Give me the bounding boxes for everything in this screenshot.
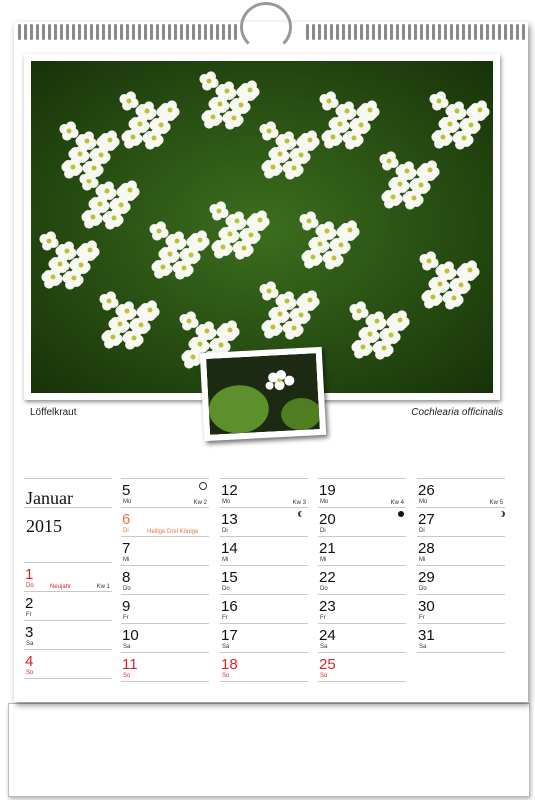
last-quarter-icon bbox=[300, 511, 306, 517]
day-column bbox=[220, 478, 308, 682]
binding-coil bbox=[486, 24, 489, 40]
day-cell bbox=[417, 478, 505, 507]
binding-coil bbox=[198, 24, 201, 40]
binding-coil bbox=[162, 24, 165, 40]
day-number: 23 bbox=[319, 598, 336, 615]
weekday-abbr: Sa bbox=[123, 644, 131, 650]
day-number: 7 bbox=[122, 540, 131, 557]
weekday-abbr: Fr bbox=[320, 615, 326, 621]
day-cell bbox=[220, 652, 308, 681]
weekday-abbr: Mi bbox=[419, 557, 426, 563]
binding-coil bbox=[402, 24, 405, 40]
binding-coil bbox=[450, 24, 453, 40]
weekday-abbr: Do bbox=[26, 583, 34, 589]
weekday-abbr: Fr bbox=[26, 612, 32, 618]
day-cell bbox=[318, 507, 406, 536]
binding-coil bbox=[474, 24, 477, 40]
binding-coil bbox=[456, 24, 459, 40]
binding-coil bbox=[216, 24, 219, 40]
weekday-abbr: Fr bbox=[222, 615, 228, 621]
day-cell bbox=[318, 478, 406, 507]
calendar-week: Kw 3 bbox=[292, 500, 306, 506]
day-cell bbox=[417, 507, 505, 536]
weekday-abbr: Di bbox=[320, 528, 326, 534]
day-column bbox=[318, 478, 406, 682]
binding-coil bbox=[48, 24, 51, 40]
binding-coil bbox=[66, 24, 69, 40]
binding-coil bbox=[90, 24, 93, 40]
day-cell bbox=[220, 565, 308, 594]
day-cell bbox=[121, 565, 209, 594]
calendar-week: Kw 1 bbox=[96, 584, 110, 590]
holiday-label: Heilige Drei Könige bbox=[147, 529, 199, 535]
day-number: 14 bbox=[221, 540, 238, 557]
binding-coil bbox=[522, 24, 525, 40]
weekday-abbr: Mi bbox=[222, 557, 229, 563]
grid-line bbox=[121, 681, 209, 682]
day-number: 21 bbox=[319, 540, 336, 557]
binding-coil bbox=[336, 24, 339, 40]
day-number: 9 bbox=[122, 598, 131, 615]
binding-coil bbox=[390, 24, 393, 40]
day-number: 4 bbox=[25, 653, 34, 670]
grid-line bbox=[24, 678, 112, 679]
binding-coil bbox=[42, 24, 45, 40]
binding-coil bbox=[492, 24, 495, 40]
year: 2015 bbox=[26, 516, 62, 536]
day-number: 19 bbox=[319, 482, 336, 499]
day-cell bbox=[121, 623, 209, 652]
first-quarter-icon bbox=[497, 511, 503, 517]
day-number: 31 bbox=[418, 627, 435, 644]
day-cell bbox=[24, 649, 112, 678]
day-cell bbox=[220, 623, 308, 652]
day-column bbox=[121, 478, 209, 682]
weekday-abbr: Sa bbox=[222, 644, 230, 650]
binding-coil bbox=[78, 24, 81, 40]
binding-coil bbox=[366, 24, 369, 40]
binding-coil bbox=[174, 24, 177, 40]
day-cell bbox=[121, 507, 209, 536]
weekday-abbr: So bbox=[123, 673, 131, 679]
flower-photo bbox=[31, 61, 493, 393]
weekday-abbr: Mo bbox=[123, 499, 132, 505]
day-cell bbox=[318, 565, 406, 594]
binding-coil bbox=[324, 24, 327, 40]
weekday-abbr: Do bbox=[222, 586, 230, 592]
calendar-week: Kw 5 bbox=[489, 500, 503, 506]
weekday-abbr: So bbox=[26, 670, 34, 676]
weekday-abbr: Di bbox=[419, 528, 425, 534]
holiday-label: Neujahr bbox=[50, 584, 72, 590]
binding-coil bbox=[306, 24, 309, 40]
binding-coil bbox=[432, 24, 435, 40]
binding-coil bbox=[444, 24, 447, 40]
binding-coil bbox=[468, 24, 471, 40]
grid-line bbox=[318, 681, 406, 682]
binding-coil bbox=[342, 24, 345, 40]
day-number: 28 bbox=[418, 540, 435, 557]
binding-coil bbox=[108, 24, 111, 40]
binding-coil bbox=[156, 24, 159, 40]
weekday-abbr: Fr bbox=[419, 615, 425, 621]
binding-coil bbox=[18, 24, 21, 40]
weekday-abbr: Sa bbox=[26, 641, 34, 647]
binding-coil bbox=[360, 24, 363, 40]
binding-coil bbox=[120, 24, 123, 40]
day-number: 22 bbox=[319, 569, 336, 586]
binding-coil bbox=[510, 24, 513, 40]
day-number: 18 bbox=[221, 656, 238, 673]
binding-coil bbox=[420, 24, 423, 40]
day-cell bbox=[417, 594, 505, 623]
day-cell bbox=[220, 594, 308, 623]
binding-coil bbox=[150, 24, 153, 40]
day-number: 12 bbox=[221, 482, 238, 499]
binding-coil bbox=[54, 24, 57, 40]
day-number: 8 bbox=[122, 569, 131, 586]
day-cell bbox=[318, 623, 406, 652]
binding-coil bbox=[180, 24, 183, 40]
weekday-abbr: Do bbox=[419, 586, 427, 592]
weekday-abbr: Di bbox=[222, 528, 228, 534]
inset-photo bbox=[200, 347, 326, 441]
binding-coil bbox=[426, 24, 429, 40]
binding-coil bbox=[234, 24, 237, 40]
photo-frame bbox=[24, 54, 500, 400]
day-column bbox=[417, 478, 505, 653]
binding-coil bbox=[24, 24, 27, 40]
binding-coil bbox=[114, 24, 117, 40]
weekday-abbr: So bbox=[222, 673, 230, 679]
binding-coil bbox=[222, 24, 225, 40]
day-cell bbox=[417, 565, 505, 594]
binding-coil bbox=[84, 24, 87, 40]
binding-coil bbox=[168, 24, 171, 40]
plant-common-name: Löffelkraut bbox=[30, 407, 77, 418]
day-cell bbox=[121, 594, 209, 623]
binding-coil bbox=[480, 24, 483, 40]
binding-coil bbox=[372, 24, 375, 40]
leaf-image bbox=[206, 353, 320, 435]
day-cell bbox=[417, 536, 505, 565]
binding-coil bbox=[144, 24, 147, 40]
binding-coil bbox=[30, 24, 33, 40]
binding-coil bbox=[408, 24, 411, 40]
weekday-abbr: Do bbox=[123, 586, 131, 592]
plant-latin-name: Cochlearia officinalis bbox=[411, 407, 503, 418]
binding-coil bbox=[138, 24, 141, 40]
new-moon-icon bbox=[398, 511, 404, 517]
binding-coil bbox=[396, 24, 399, 40]
day-cell bbox=[24, 562, 112, 591]
day-cell bbox=[220, 507, 308, 536]
binding-coil bbox=[132, 24, 135, 40]
day-cell bbox=[318, 594, 406, 623]
calendar-week: Kw 4 bbox=[390, 500, 404, 506]
binding-coil bbox=[438, 24, 441, 40]
binding-coil bbox=[186, 24, 189, 40]
day-number: 3 bbox=[25, 624, 34, 641]
weekday-abbr: Di bbox=[123, 528, 129, 534]
day-number: 16 bbox=[221, 598, 238, 615]
binding-coil bbox=[462, 24, 465, 40]
weekday-abbr: Sa bbox=[419, 644, 427, 650]
binding-coil bbox=[192, 24, 195, 40]
binding-coil bbox=[378, 24, 381, 40]
binding-coil bbox=[72, 24, 75, 40]
binding-coil bbox=[204, 24, 207, 40]
weekday-abbr: Mo bbox=[222, 499, 231, 505]
day-number: 27 bbox=[418, 511, 435, 528]
weekday-abbr: Do bbox=[320, 586, 328, 592]
grid-line bbox=[220, 681, 308, 682]
day-number: 29 bbox=[418, 569, 435, 586]
weekday-abbr: Mi bbox=[123, 557, 130, 563]
weekday-abbr: So bbox=[320, 673, 328, 679]
grid-line bbox=[417, 652, 505, 653]
weekday-abbr: Mo bbox=[320, 499, 329, 505]
day-number: 26 bbox=[418, 482, 435, 499]
day-cell bbox=[24, 620, 112, 649]
hanger-hook-icon bbox=[240, 2, 292, 52]
day-number: 10 bbox=[122, 627, 139, 644]
day-number: 17 bbox=[221, 627, 238, 644]
binding-coil bbox=[210, 24, 213, 40]
day-cell bbox=[121, 536, 209, 565]
weekday-abbr: Fr bbox=[123, 615, 129, 621]
binding-coil bbox=[318, 24, 321, 40]
day-number: 30 bbox=[418, 598, 435, 615]
full-moon-icon bbox=[199, 482, 207, 490]
day-number: 1 bbox=[25, 566, 34, 583]
day-number: 5 bbox=[122, 482, 131, 499]
month-header bbox=[24, 478, 112, 536]
day-cell bbox=[220, 478, 308, 507]
binding-coil bbox=[516, 24, 519, 40]
binding-coil bbox=[414, 24, 417, 40]
day-cell bbox=[220, 536, 308, 565]
weekday-abbr: Mo bbox=[419, 499, 428, 505]
binding-coil bbox=[504, 24, 507, 40]
day-number: 15 bbox=[221, 569, 238, 586]
binding-coil bbox=[498, 24, 501, 40]
day-cell bbox=[121, 478, 209, 507]
binding-coil bbox=[126, 24, 129, 40]
day-number: 25 bbox=[319, 656, 336, 673]
binding-coil bbox=[312, 24, 315, 40]
weekday-abbr: Mi bbox=[320, 557, 327, 563]
day-number: 11 bbox=[122, 656, 138, 673]
day-number: 20 bbox=[319, 511, 336, 528]
day-column bbox=[24, 562, 112, 679]
flower-image bbox=[31, 61, 493, 393]
day-cell bbox=[318, 652, 406, 681]
day-number: 24 bbox=[319, 627, 336, 644]
binding-coil bbox=[330, 24, 333, 40]
day-number: 6 bbox=[122, 511, 131, 528]
binding-coil bbox=[384, 24, 387, 40]
binding-coil bbox=[96, 24, 99, 40]
day-cell bbox=[24, 591, 112, 620]
day-cell bbox=[318, 536, 406, 565]
month-name: Januar bbox=[26, 488, 73, 508]
binding-coil bbox=[60, 24, 63, 40]
day-number: 13 bbox=[221, 511, 238, 528]
binding-coil bbox=[348, 24, 351, 40]
day-cell bbox=[121, 652, 209, 681]
binding-coil bbox=[354, 24, 357, 40]
binding-coil bbox=[228, 24, 231, 40]
binding-coil bbox=[36, 24, 39, 40]
calendar-week: Kw 2 bbox=[193, 500, 207, 506]
weekday-abbr: Sa bbox=[320, 644, 328, 650]
day-number: 2 bbox=[25, 595, 34, 612]
calendar-back-sheet bbox=[8, 703, 530, 797]
binding-coil bbox=[102, 24, 105, 40]
day-cell bbox=[417, 623, 505, 652]
